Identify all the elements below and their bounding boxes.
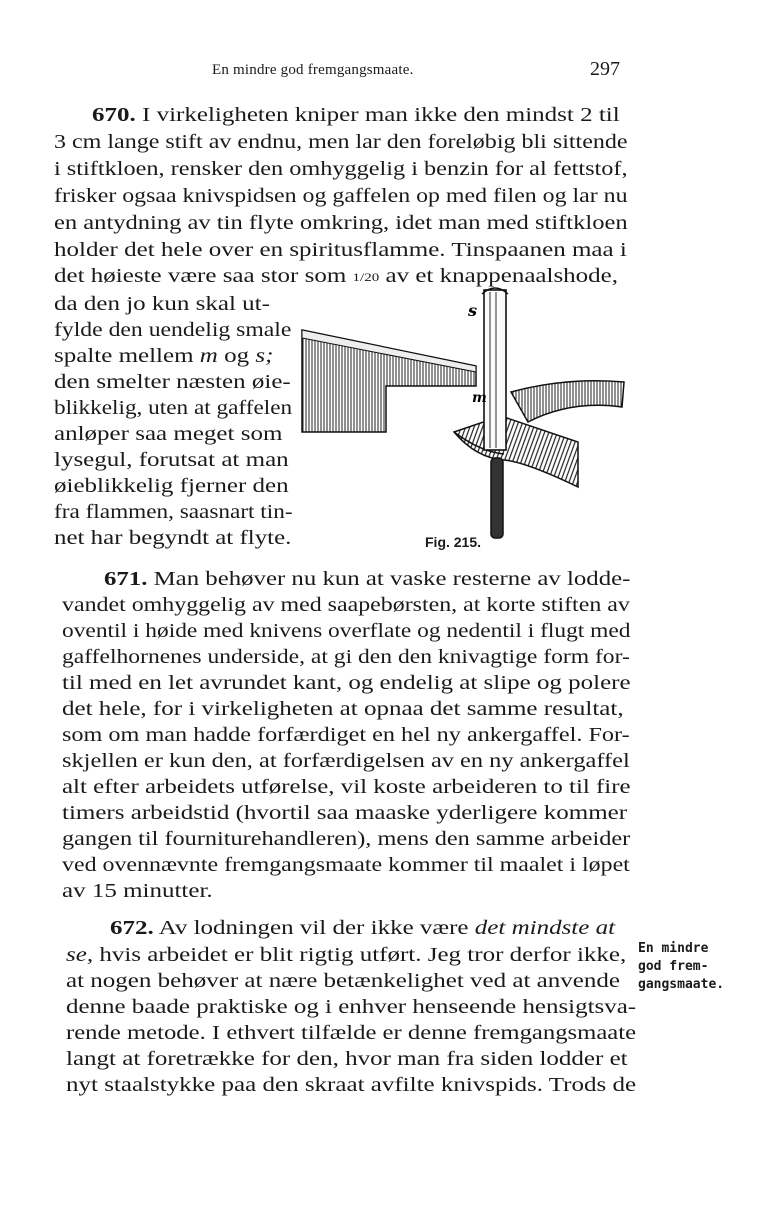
text-line: langt at foretrække for den, hvor man fra siden lodder et: [66, 1048, 628, 1070]
text-line: vandet omhyggelig av med saapebørsten, at korte stiften av: [62, 594, 630, 616]
text-line: ved ovennævnte fremgangsmaate kommer til maalet i løpet: [62, 854, 630, 876]
text-line: det høieste være saa stor som 1/20 av et knappenaalshode,: [54, 265, 619, 287]
text-line: 672. Av lodningen vil der ikke være det mindste at: [110, 917, 616, 939]
text-line: alt efter arbeidets utførelse, vil koste arbeideren to til fire: [62, 776, 631, 798]
text-line: denne baade praktiske og i enhver henseende hensigtsva-: [66, 996, 637, 1018]
text-line: til med en let avrundet kant, og endelig at slipe og polere: [62, 672, 631, 694]
text-line: anløper saa meget som: [54, 423, 283, 445]
margin-note: En mindre god frem- gangsmaate.: [638, 941, 725, 992]
text-line: den smelter næsten øie-: [54, 371, 291, 393]
lever-body: [302, 330, 476, 432]
text-line: skjellen er kun den, at forfærdigelsen av en ny ankergaffel: [62, 750, 630, 772]
text-line: øieblikkelig fjerner den: [54, 475, 289, 497]
text-line: fra flammen, saasnart tin-: [54, 501, 293, 523]
lever-arm: [511, 381, 624, 422]
text-line: at nogen behøver at nære betænkelighet ved at anvende: [66, 970, 620, 992]
text-line: holder det hele over en spiritusflamme. Tinspaanen maa i: [54, 239, 627, 261]
paragraph-number: 671.: [104, 568, 148, 590]
text-line: gaffelhornenes underside, at gi den den knivagtige form for-: [62, 646, 630, 668]
text-line: av 15 minutter.: [62, 880, 213, 902]
text-line: en antydning av tin flyte omkring, idet man med stiftkloen: [54, 212, 628, 234]
paragraph-number: 672.: [110, 917, 154, 939]
text-line: som om man hadde forfærdiget en hel ny ankergaffel. For-: [62, 724, 630, 746]
fig-215-illustration: [296, 282, 636, 557]
fork: [454, 416, 578, 487]
text-line: [104, 566, 630, 592]
text-line: da den jo kun skal ut-: [54, 293, 270, 315]
text-line: gangen til fourniturehandleren), mens den samme arbeider: [62, 828, 631, 850]
fraction: 1/20: [352, 270, 380, 284]
text-line: net har begyndt at flyte.: [54, 527, 292, 549]
text-line: i stiftkloen, rensker den omhyggelig i benzin for al fettstof,: [54, 158, 628, 180]
line-text: I virkeligheten kniper man ikke den mindst 2 til: [142, 104, 620, 126]
variable-s: s;: [255, 345, 274, 367]
text-line: oventil i høide med knivens overflate og nedentil i flugt med: [62, 620, 631, 642]
figure-caption: Fig. 215.: [425, 534, 482, 550]
text-line: nyt staalstykke paa den skraat avfilte knivspids. Trods de: [66, 1074, 637, 1096]
text-line: se, hvis arbeidet er blit rigtig utført. Jeg tror derfor ikke,: [66, 944, 627, 966]
pin-stem: [491, 458, 503, 538]
text-line: fylde den uendelig smale: [54, 319, 292, 341]
text-line: blikkelig, uten at gaffelen: [54, 397, 293, 419]
text-line: timers arbeidstid (hvortil saa maaske yderligere kommer: [62, 802, 628, 824]
line-text: Man behøver nu kun at vaske resterne av lodde-: [153, 568, 631, 590]
page-number: 297: [590, 58, 620, 80]
text-line: lysegul, forutsat at man: [54, 449, 289, 471]
running-header: En mindre god fremgangsmaate.: [212, 62, 414, 78]
text-line: frisker ogsaa knivspidsen og gaffelen op med filen og lar nu: [54, 185, 628, 207]
text-line: det hele, for i virkeligheten at opnaa det samme resultat,: [62, 698, 624, 720]
pin: [484, 290, 506, 450]
variable-m: m: [199, 345, 218, 367]
text-line: spalte mellem m og s;: [54, 345, 274, 367]
text-line: 3 cm lange stift av endnu, men lar den foreløbig bli sittende: [54, 131, 628, 153]
figure-label-s: s: [468, 301, 478, 320]
text-line: [92, 102, 620, 128]
paragraph-number: 670.: [92, 104, 136, 126]
figure-label-m: m: [472, 390, 487, 406]
text-line: rende metode. I ethvert tilfælde er denne fremgangsmaate: [66, 1022, 637, 1044]
